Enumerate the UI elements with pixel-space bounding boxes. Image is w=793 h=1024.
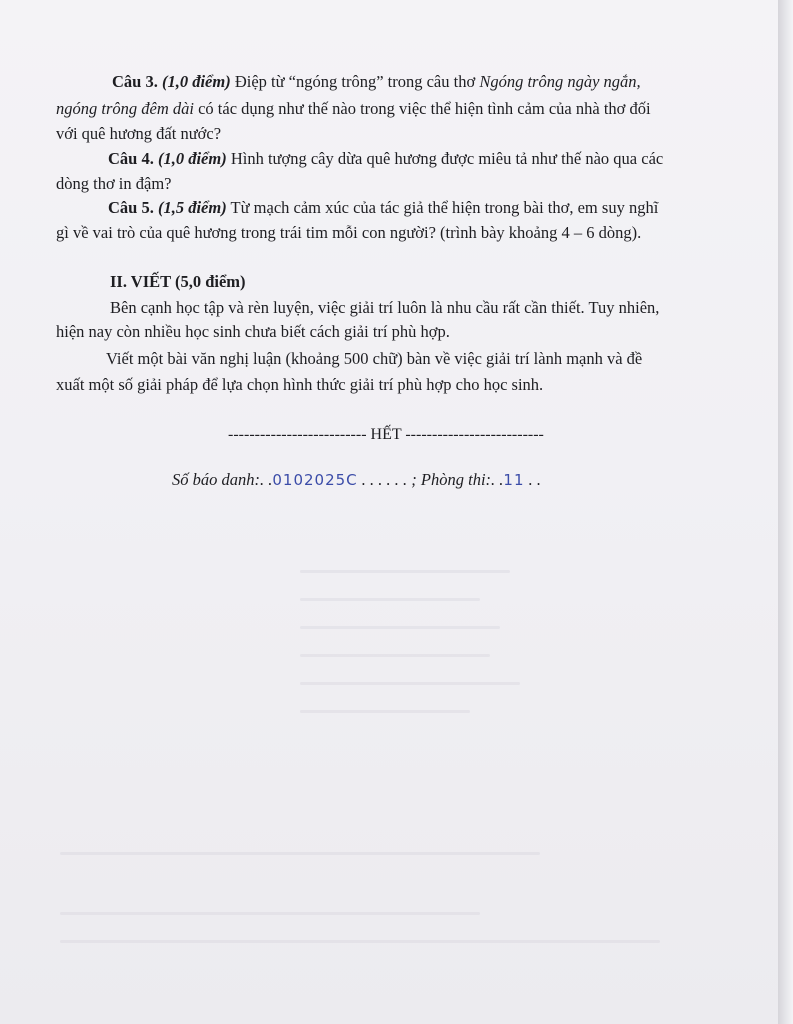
show-through-mark (60, 912, 480, 915)
sbd-handwritten-value: 0102025C (272, 471, 358, 489)
q3-text-1: Điệp từ “ngóng trông” trong câu thơ (234, 72, 480, 91)
q4-line-2: dòng thơ in đậm? (56, 174, 172, 193)
writing-para1-line1: Bên cạnh học tập và rèn luyện, việc giải trí luôn là nhu cầu rất cần thiết. Tuy nhiên, (110, 298, 660, 317)
page-edge (778, 0, 793, 1024)
q5-line-2: gì về vai trò của quê hương trong trái tim mỗi con người? (trình bày khoảng 4 – 6 dòng). (56, 223, 642, 242)
q3-text-2: có tác dụng như thế nào trong việc thể hiện tình cảm của nhà thơ đối (193, 99, 651, 118)
show-through-mark (300, 682, 520, 685)
candidate-info (172, 470, 541, 490)
q3-line-1 (112, 72, 641, 92)
show-through-mark (300, 598, 480, 601)
room-handwritten-value: 11 (503, 471, 525, 489)
show-through-mark (300, 626, 500, 629)
q4-line-1 (108, 149, 663, 169)
show-through-mark (60, 852, 540, 855)
sbd-label: Số báo danh:. . (172, 470, 273, 489)
q5-label: Câu 5. (108, 198, 154, 217)
q4-text-1: Hình tượng cây dừa quê hương được miêu tả như thế nào qua các (230, 149, 664, 168)
q3-quote-2: ngóng trông đêm dài (56, 99, 194, 118)
sbd-dots: . . . . . . ; (357, 470, 417, 489)
q4-label: Câu 4. (108, 149, 154, 168)
show-through-mark (300, 710, 470, 713)
writing-heading: II. VIẾT (5,0 điểm) (110, 272, 246, 291)
writing-para2-line2: xuất một số giải pháp để lựa chọn hình thức giải trí phù hợp cho học sinh. (56, 375, 544, 394)
q5-text-1: Từ mạch cảm xúc của tác giả thể hiện trong bài thơ, em suy nghĩ (230, 198, 659, 217)
show-through-mark (60, 940, 660, 943)
q5-line-1 (108, 198, 658, 218)
writing-para2-line1: Viết một bài văn nghị luận (khoảng 500 chữ) bàn về việc giải trí lành mạnh và đề (106, 349, 643, 368)
q3-line-2 (56, 99, 651, 119)
room-dots: . . (524, 470, 541, 489)
writing-para1-line2: hiện nay còn nhiều học sinh chưa biết cách giải trí phù hợp. (56, 322, 450, 341)
show-through-mark (300, 570, 510, 573)
q3-quote-1: Ngóng trông ngày ngắn, (479, 72, 641, 91)
q5-points: (1,5 điểm) (157, 198, 227, 217)
q3-line-3: với quê hương đất nước? (56, 124, 222, 143)
show-through-mark (300, 654, 490, 657)
q3-label: Câu 3. (112, 72, 158, 91)
room-label: Phòng thi:. . (416, 470, 504, 489)
end-marker: -------------------------- HẾT -------------------------- (228, 426, 544, 443)
q4-points: (1,0 điểm) (157, 149, 227, 168)
q3-points: (1,0 điểm) (161, 72, 231, 91)
